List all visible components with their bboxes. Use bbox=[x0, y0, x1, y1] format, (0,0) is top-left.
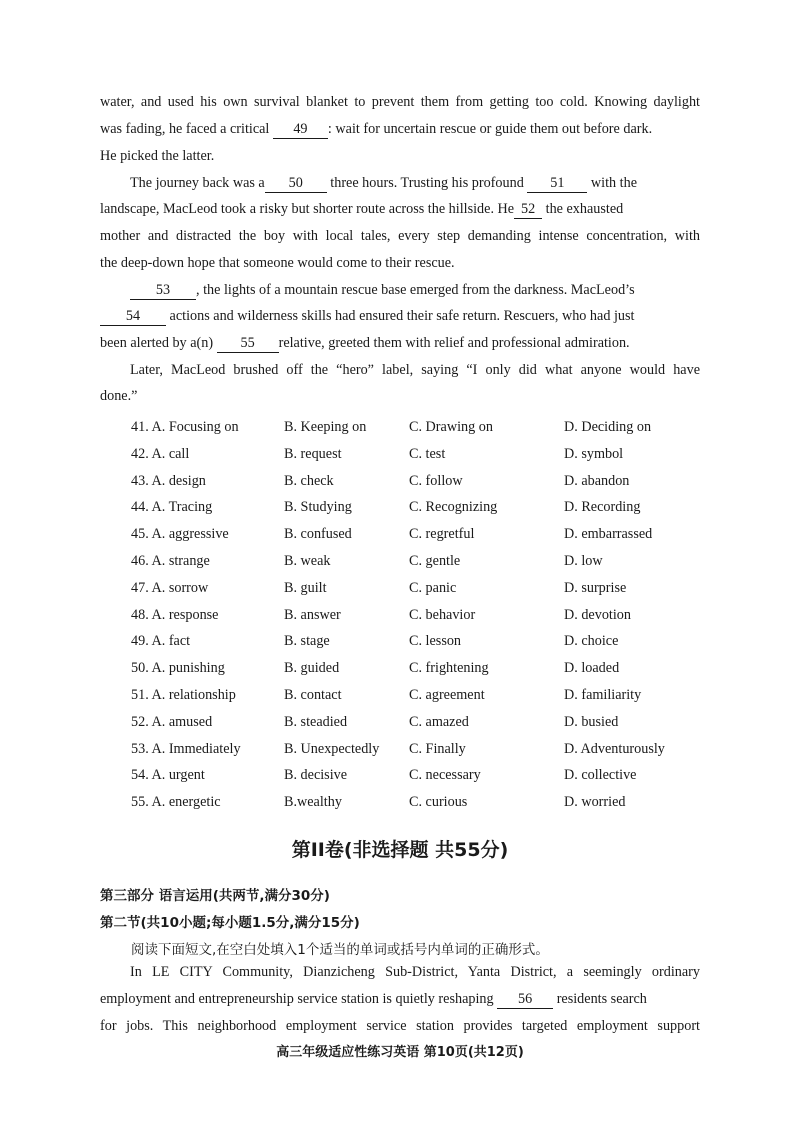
option-d: D. loaded bbox=[564, 660, 620, 677]
option-c: C. Finally bbox=[409, 740, 466, 757]
blank-55: 55 bbox=[217, 334, 279, 353]
text-line bbox=[100, 330, 700, 357]
passage-2 bbox=[100, 959, 700, 1039]
option-a: 48. A. response bbox=[131, 606, 219, 623]
option-b: B. guilt bbox=[284, 579, 327, 596]
option-a: 50. A. punishing bbox=[131, 660, 225, 677]
text-segment: employment and entrepreneurship service station is quietly reshaping bbox=[100, 990, 498, 1007]
option-row bbox=[131, 602, 691, 629]
option-c: C. gentle bbox=[409, 552, 461, 569]
text-segment: the exhausted bbox=[542, 201, 624, 218]
option-a: 49. A. fact bbox=[131, 633, 191, 650]
option-b: B. stage bbox=[284, 633, 330, 650]
option-d: D. surprise bbox=[564, 579, 627, 596]
option-d: D. low bbox=[564, 552, 603, 569]
subsection-heading: 第二节(共10小题;每小题1.5分,满分15分) bbox=[100, 915, 360, 931]
blank-56: 56 bbox=[497, 990, 553, 1009]
option-d: D. familiarity bbox=[564, 686, 642, 703]
text-line: He picked the latter. bbox=[100, 147, 215, 164]
option-b: B. guided bbox=[284, 660, 340, 677]
passage-paragraph-3 bbox=[100, 277, 700, 357]
blank-49: 49 bbox=[273, 120, 328, 139]
option-b: B. answer bbox=[284, 606, 341, 623]
option-a: 51. A. relationship bbox=[131, 686, 236, 703]
option-c: C. lesson bbox=[409, 633, 462, 650]
option-row bbox=[131, 709, 691, 736]
option-c: C. curious bbox=[409, 794, 468, 811]
option-b: B.wealthy bbox=[284, 794, 342, 811]
text-line: the deep-down hope that someone would come to their rescue. bbox=[100, 254, 455, 271]
option-row bbox=[131, 655, 691, 682]
text-segment: landscape, MacLeod took a risky but shorter route across the hillside. He bbox=[100, 201, 515, 218]
passage-paragraph-2 bbox=[100, 170, 700, 277]
option-a: 43. A. design bbox=[131, 472, 206, 489]
text-segment: , the lights of a mountain rescue base emerged from the darkness. MacLeod’s bbox=[196, 281, 635, 298]
option-b: B. Keeping on bbox=[284, 419, 367, 435]
blank-51: 51 bbox=[527, 174, 587, 193]
option-d: D. symbol bbox=[564, 445, 624, 462]
option-d: D. Deciding on bbox=[564, 419, 652, 435]
passage-paragraph-1 bbox=[100, 89, 700, 169]
option-a: 45. A. aggressive bbox=[131, 526, 229, 543]
option-b: B. contact bbox=[284, 686, 342, 703]
text-line: for jobs. This neighborhood employment service station provides targeted employment support bbox=[100, 1017, 700, 1034]
option-b: B. confused bbox=[284, 526, 352, 543]
option-row bbox=[131, 468, 691, 495]
text-segment: been alerted by a(n) bbox=[100, 335, 217, 352]
option-a: 55. A. energetic bbox=[131, 794, 221, 811]
option-d: D. busied bbox=[564, 713, 619, 730]
text-line bbox=[100, 170, 700, 197]
option-a: 41. A. Focusing on bbox=[131, 419, 239, 435]
option-row bbox=[131, 789, 691, 816]
option-row bbox=[131, 414, 691, 441]
option-d: D. abandon bbox=[564, 472, 630, 489]
option-c: C. necessary bbox=[409, 767, 481, 784]
blank-50: 50 bbox=[265, 174, 327, 193]
option-d: D. Recording bbox=[564, 499, 641, 516]
option-d: D. choice bbox=[564, 633, 619, 650]
option-c: C. regretful bbox=[409, 526, 475, 543]
text-line: In LE CITY Community, Dianzicheng Sub-District, Yanta District, a seemingly ordinary bbox=[130, 964, 700, 980]
option-b: B. Unexpectedly bbox=[284, 740, 380, 757]
option-d: D. Adventurously bbox=[564, 740, 665, 757]
option-c: C. amazed bbox=[409, 713, 469, 730]
option-b: B. weak bbox=[284, 552, 331, 569]
option-row bbox=[131, 575, 691, 602]
option-c: C. agreement bbox=[409, 686, 485, 703]
text-line bbox=[100, 277, 700, 304]
blank-52: 52 bbox=[514, 200, 542, 219]
text-segment: three hours. Trusting his profound bbox=[326, 174, 528, 191]
option-a: 53. A. Immediately bbox=[131, 740, 241, 757]
text-line bbox=[100, 986, 700, 1013]
answer-options bbox=[131, 414, 691, 816]
option-row bbox=[131, 441, 691, 468]
option-row bbox=[131, 682, 691, 709]
text-segment: residents search bbox=[553, 990, 647, 1007]
text-line: done.” bbox=[100, 388, 138, 405]
passage-paragraph-4 bbox=[100, 357, 700, 411]
option-d: D. devotion bbox=[564, 606, 631, 623]
text-line bbox=[100, 196, 700, 223]
blank-54: 54 bbox=[100, 307, 166, 326]
option-a: 44. A. Tracing bbox=[131, 499, 213, 516]
option-row bbox=[131, 628, 691, 655]
option-row bbox=[131, 521, 691, 548]
option-b: B. request bbox=[284, 445, 342, 462]
blank-53: 53 bbox=[130, 281, 196, 300]
text-segment: with the bbox=[587, 174, 637, 191]
option-row bbox=[131, 762, 691, 789]
option-a: 42. A. call bbox=[131, 445, 190, 462]
instruction: 阅读下面短文,在空白处填入1个适当的单词或括号内单词的正确形式。 bbox=[131, 942, 549, 958]
option-c: C. panic bbox=[409, 579, 457, 596]
text-segment: The journey back was a bbox=[130, 174, 265, 191]
option-a: 47. A. sorrow bbox=[131, 579, 209, 596]
text-segment: : wait for uncertain rescue or guide them out before dark. bbox=[327, 120, 653, 137]
text-line bbox=[100, 303, 700, 330]
text-segment: relative, greeted them with relief and professional admiration. bbox=[278, 335, 630, 352]
option-c: C. Recognizing bbox=[409, 499, 498, 516]
text-line: Later, MacLeod brushed off the “hero” label, saying “I only did what anyone would have bbox=[130, 361, 700, 378]
text-line: mother and distracted the boy with local tales, every step demanding intense concentration, with bbox=[100, 228, 700, 245]
option-row bbox=[131, 548, 691, 575]
part-heading: 第三部分 语言运用(共两节,满分30分) bbox=[100, 888, 330, 904]
text-segment: actions and wilderness skills had ensured their safe return. Rescuers, who had just bbox=[166, 308, 635, 325]
text-line bbox=[100, 116, 700, 143]
option-d: D. embarrassed bbox=[564, 526, 653, 543]
option-d: D. collective bbox=[564, 767, 637, 784]
option-b: B. decisive bbox=[284, 767, 348, 784]
option-b: B. check bbox=[284, 472, 334, 489]
text-segment: was fading, he faced a critical bbox=[100, 120, 273, 137]
option-c: C. frightening bbox=[409, 660, 489, 677]
option-c: C. follow bbox=[409, 472, 463, 489]
page-footer: 高三年级适应性练习英语 第10页(共12页) bbox=[276, 1045, 524, 1060]
option-a: 52. A. amused bbox=[131, 713, 213, 730]
text-line: water, and used his own survival blanket to prevent them from getting too cold. Knowing daylight bbox=[100, 94, 700, 110]
option-d: D. worried bbox=[564, 794, 626, 811]
option-a: 46. A. strange bbox=[131, 552, 210, 569]
option-a: 54. A. urgent bbox=[131, 767, 205, 784]
option-b: B. steadied bbox=[284, 713, 348, 730]
section-title: 第II卷(非选择题 共55分) bbox=[291, 839, 509, 861]
option-row bbox=[131, 736, 691, 763]
option-c: C. behavior bbox=[409, 606, 476, 623]
option-row bbox=[131, 494, 691, 521]
option-b: B. Studying bbox=[284, 499, 352, 516]
option-c: C. Drawing on bbox=[409, 419, 493, 435]
option-c: C. test bbox=[409, 445, 446, 462]
